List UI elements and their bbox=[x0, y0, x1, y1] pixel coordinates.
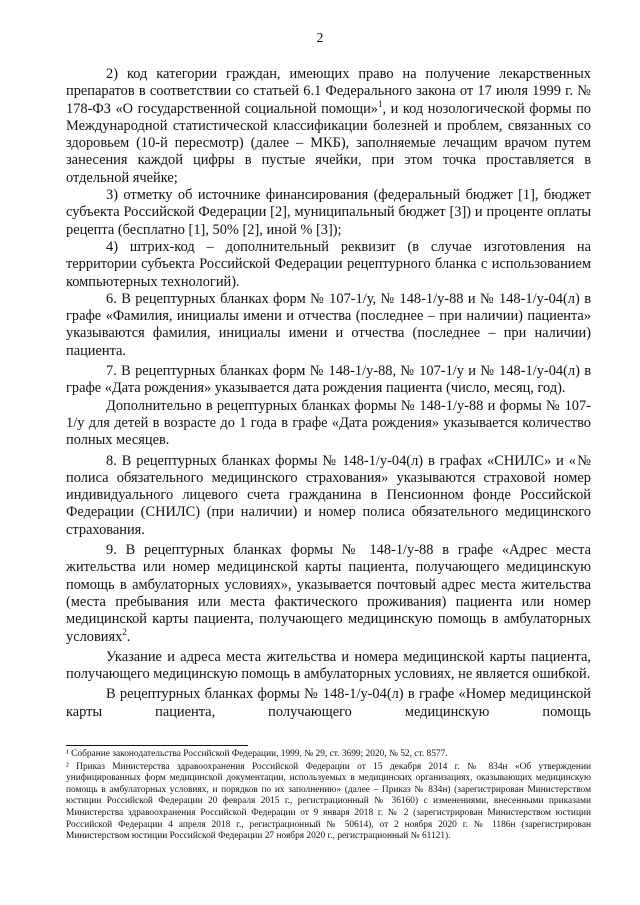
paragraph-section-7: 7. В рецептурных бланках форм № 148-1/у-88, № 107-1/у и № 148-1/у-04(л) в графе «Дата рождения» указывается дата рождения пациента (число, месяц, год). bbox=[66, 363, 591, 397]
paragraph-section-9-note: Указание и адреса места жительства и номера медицинской карты пациента, получающего медицинскую помощь в амбулаторных условиях, не является ошибкой. bbox=[66, 648, 591, 683]
footnote-1: ¹ Собрание законодательства Российской Федерации, 1999, № 29, ст. 3699; 2020, № 52, ст. 8577. bbox=[66, 749, 448, 759]
paragraph-item-3-financing: 3) отметку об источнике финансирования (федеральный бюджет [1], бюджет субъекта Российской Федерации [2], муниципальный бюджет [3]) и проценте оплаты рецепта (бесплатно [1], 50% [2], иной % [3]); bbox=[66, 187, 591, 238]
footnote-2: ² Приказ Министерства здравоохранения Российской Федерации от 15 декабря 2014 г. № 834н «Об утверждении унифицированных форм медицинской документации, используемых в медицинских организациях, оказывающих медицинскую помощь в амбулаторных условиях, и порядков по их заполнению» (далее – Приказ № 834н) (зарегистрирован Министерством юстиции Российской Федерации 20 февраля 2015 г., регистрационный № 36160) с изменениями, внесенными приказами Министерства здравоохранения Российской Федерации от 9 января 2018 г. № 2 (зарегистрирован Министерством юстиции Российской Федерации 4 апреля 2018 г., регистрационный № 50614), от 2 ноября 2020 г. № 1186н (зарегистрирован Министерством юстиции Российской Федерации 27 ноября 2020 г., регистрационный № 61121). bbox=[66, 761, 591, 842]
paragraph-text: , и код нозологической формы по Международной статистической классификации болезней и проблем, связанных со здоровьем (10-й пересмотр) (далее – МКБ), заполняемые лечащим врачом путем занесения каждой цифры в пустые ячейки, при этом точка проставляется в отдельной ячейке; bbox=[66, 100, 591, 186]
page-number: 2 bbox=[316, 30, 324, 45]
paragraph-section-8: 8. В рецептурных бланках формы № 148-1/у-04(л) в графах «СНИЛС» и «№ полиса обязательного медицинского страхования» указываются страховой номер индивидуального лицевого счета гражданина в Пенсионном фонде Российской Федерации (СНИЛС) (при наличии) и номер полиса обязательного медицинского страхования. bbox=[66, 452, 591, 538]
paragraph-section-10-start: В рецептурных бланках формы № 148-1/у-04(л) в графе «Номер медицинской карты пациента, получающего медицинскую помощь bbox=[66, 686, 591, 720]
paragraph-item-4-barcode: 4) штрих-код – дополнительный реквизит (в случае изготовления на территории субъекта Российской Федерации рецептурного бланка с использованием компьютерных технологий). bbox=[66, 238, 591, 290]
body-text bbox=[66, 66, 591, 721]
paragraph-item-2-code bbox=[66, 66, 591, 187]
paragraph-text: 9. В рецептурных бланках формы № 148-1/у-88 в графе «Адрес места жительства или номер медицинской карты пациента, получающего медицинскую помощь в амбулаторных условиях», указывается почтовый адрес места жительства (места пребывания или места фактического проживания) пациента или номер медицинской карты пациента, получающего медицинскую помощь в амбулаторных условиях bbox=[66, 542, 591, 645]
footnote-ref-1: 1 bbox=[377, 98, 383, 109]
footnote-divider bbox=[66, 745, 248, 746]
paragraph-section-6: 6. В рецептурных бланках форм № 107-1/у, № 148-1/у-88 и № 148-1/у-04(л) в графе «Фамилия, инициалы имени и отчества (последнее – при наличии) пациента» указываются фамилия, инициалы имени и отчества (последнее – при наличии) пациента. bbox=[66, 290, 591, 359]
footnote-ref-2: 2 bbox=[122, 626, 127, 637]
paragraph-section-9 bbox=[66, 542, 591, 646]
paragraph-text: 2) код категории граждан, имеющих право на получение лекарственных препаратов в соответствии со статьей 6.1 Федерального закона от 17 июля 1999 г. № 178-ФЗ «О государственной социальной помощи» bbox=[66, 66, 591, 117]
paragraph-section-7-additional: Дополнительно в рецептурных бланках формы № 148-1/у-88 и формы № 107-1/у для детей в возрасте до 1 года в графе «Дата рождения» указывается количество полных месяцев. bbox=[66, 397, 591, 449]
footnotes bbox=[66, 749, 591, 844]
paragraph-text: . bbox=[126, 628, 131, 645]
